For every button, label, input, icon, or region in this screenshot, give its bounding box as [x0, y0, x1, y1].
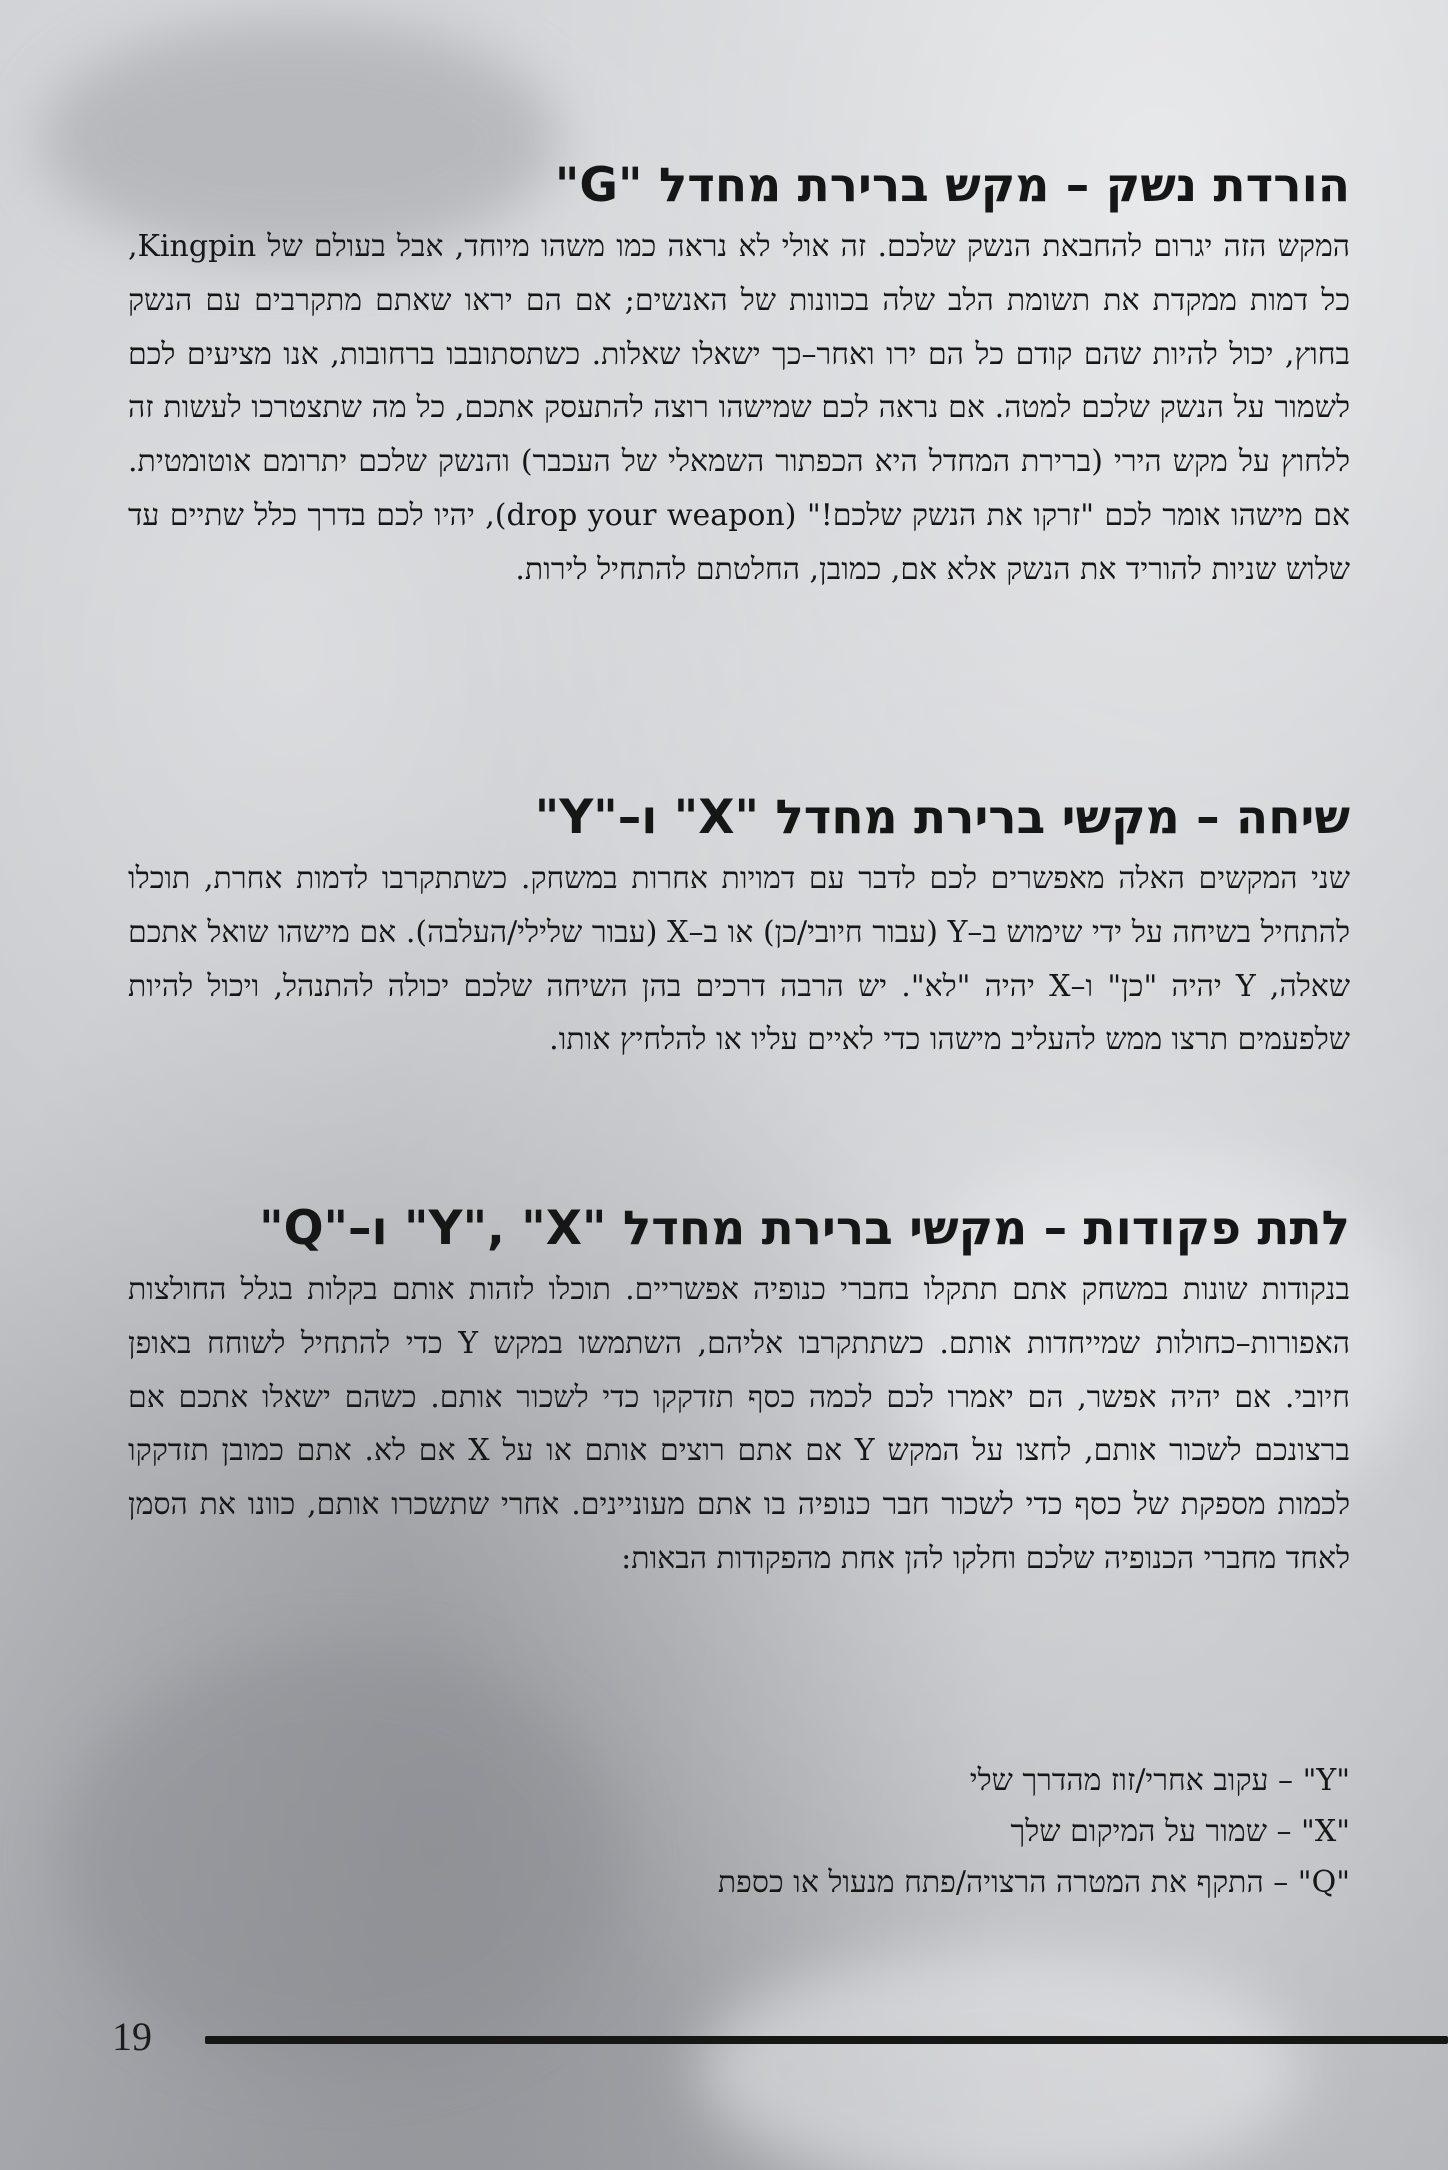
section-conversation [128, 790, 1350, 1067]
section-body: שני המקשים האלה מאפשרים לכם לדבר עם דמויות אחרות במשחק. כשתתקרבו לדמות אחרת, תוכלו להתחיל בשיחה על ידי שימוש ב–Y (עבור חיובי/כן) או ב–X (עבור שלילי/העלבה). אם מישהו שואל אתכם שאלה, Y יהיה "כן" ו–X יהיה "לא". יש הרבה דרכים בהן השיחה שלכם יכולה להתנהל, ויכול להיות שלפעמים תרצו ממש להעליב מישהו כדי לאיים עליו או להלחיץ אותו. [128, 861, 1351, 1058]
section-drop-weapon [128, 158, 1350, 597]
command-item: "Y" – עקוב אחרי/זוז מהדרך שלי [969, 1763, 1350, 1798]
section-body: המקש הזה יגרום להחבאת הנשק שלכם. זה אולי לא נראה כמו משהו מיוחד, אבל בעולם של Kingpin, כל דמות ממקדת את תשומת הלב שלה בכוונות של האנשים; אם הם יראו שאתם מתקרבים עם הנשק בחוץ, יכול להיות שהם קודם כל הם ירו ואחר–כך ישאלו שאלות. כשתסתובבו ברחובות, אנו מציעים לכם לשמור על הנשק שלכם למטה. אם נראה לכם שמישהו רוצה להתעסק אתכם, כל מה שתצטרכו לעשות זה ללחוץ על מקש הירי (ברירת המחדל היא הכפתור השמאלי של העכבר) והנשק שלכם יתרומם אוטומטית. אם מישהו אומר לכם "זרקו את הנשק שלכם!" (drop your weapon), יהיו לכם בדרך כלל שתיים עד שלוש שניות להוריד את הנשק אלא אם, כמובן, החלטתם להתחיל לירות. [128, 229, 1350, 587]
section-heading: שיחה – מקשי ברירת מחדל "X" ו–"Y" [534, 790, 1350, 845]
background-texture [700, 1950, 1300, 2170]
page-number: 19 [112, 2014, 152, 2059]
command-list [128, 1755, 1350, 1908]
footer-rule [205, 2036, 1448, 2044]
section-heading: לתת פקודות – מקשי ברירת מחדל "Y", "X" ו–"Q" [259, 1201, 1350, 1256]
section-commands [128, 1201, 1350, 1586]
section-body: בנקודות שונות במשחק אתם תתקלו בחברי כנופיה אפשריים. תוכלו לזהות אותם בקלות בגלל החולצות האפורות–כחולות שמייחדות אותם. כשתתקרבו אליהם, השתמשו במקש Y כדי להתחיל לשוחח באופן חיובי. אם יהיה אפשר, הם יאמרו לכם לכמה כסף תזדקקו כדי לשכור אותם. כשהם ישאלו אתכם אם ברצונכם לשכור אותם, לחצו על המקש Y אם אתם רוצים אותם או על X אם לא. אתם כמובן תזדקקו לכמות מספקת של כסף כדי לשכור חבר כנופיה בו אתם מעוניינים. אחרי שתשכרו אותם, כוונו את הסמן לאחד מחברי הכנופיה שלכם וחלקו להן אחת מהפקודות הבאות: [128, 1272, 1350, 1576]
section-heading: הורדת נשק – מקש ברירת מחדל "G" [554, 158, 1350, 213]
command-item: "X" – שמור על המיקום שלך [1010, 1814, 1350, 1849]
command-item: "Q" – התקף את המטרה הרצויה/פתח מנעול או כספת [717, 1865, 1350, 1900]
